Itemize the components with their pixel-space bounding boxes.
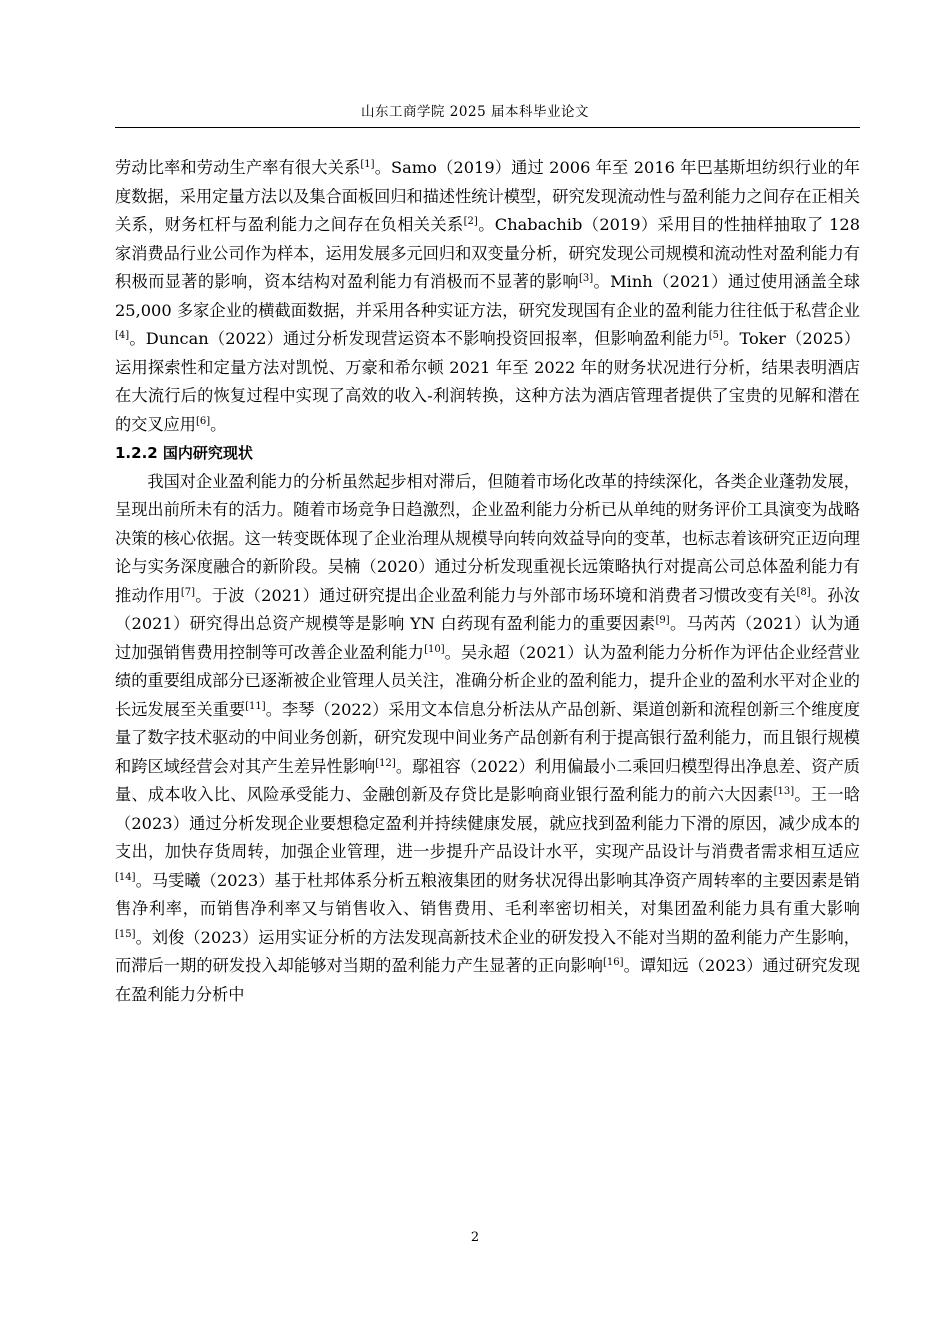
citation-ref: [14] bbox=[115, 871, 136, 883]
text-segment: 我国对企业盈利能力的分析虽然起步相对滞后，但随着市场化改革的持续深化，各类企业蓬勃发展，呈现出前所未有的活力。随着市场竞争日趋激烈，企业盈利能力分析已从单纯的财务评价工具演变为战略决策的核心依据。这一转变既体现了企业治理从规模导向转向效益导向的变革，也标志着该研究正迈向理论与实务深度融合的新阶段。吴楠（2020）通过分析发现重视长远策略执行对提高公司总体盈利能力有推动作用 bbox=[115, 471, 860, 605]
text-segment: 。马雯曦（2023）基于杜邦体系分析五粮液集团的财务状况得出影响其净资产周转率的主要因素是销售净利率，而销售净利率又与销售收入、销售费用、毛利率密切相关，对集团盈利能力具有重大影响 bbox=[115, 870, 860, 918]
citation-ref: [3] bbox=[578, 273, 594, 284]
paragraph-foreign-research bbox=[115, 154, 860, 439]
body-text bbox=[115, 154, 860, 1009]
text-segment: 。王一晗（2023）通过分析发现企业要想稳定盈利并持续健康发展，就应找到盈利能力下滑的原因，减少成本的支出，加快存货周转，加强企业管理，进一步提升产品设计水平，实现产品设计与消费者需求相互适应 bbox=[115, 785, 861, 861]
text-segment: 。Minh（2021）通过使用涵盖全球 25,000 多家企业的横截面数据，并采用各种实证方法，研究发现国有企业的盈利能力往往低于私营企业 bbox=[115, 272, 860, 320]
citation-ref: [16] bbox=[603, 957, 624, 968]
text-segment: 。鄢祖容（2022）利用偏最小二乘回归模型得出净息差、资产质量、成本收入比、风险承受能力、金融创新及存贷比是影响商业银行盈利能力的前六大因素 bbox=[115, 756, 860, 804]
citation-ref: [7] bbox=[180, 586, 196, 598]
text-segment: 。 bbox=[210, 414, 227, 434]
paragraph-domestic-research bbox=[115, 468, 860, 1010]
text-segment: 。Samo（2019）通过 2006 年至 2016 年巴基斯坦纺织行业的年度数据，采用定量方法以及集合面板回归和描述性统计模型，研究发现流动性与盈利能力之间存在正相关关系，财务杠杆与盈利能力之间存在负相关关系 bbox=[115, 158, 860, 234]
text-segment: 劳动比率和劳动生产率有很大关系 bbox=[115, 158, 361, 177]
citation-ref: [10] bbox=[424, 643, 445, 655]
text-segment: 。孙汝（2021）研究得出总资产规模等是影响 YN 白药现有盈利能力的重要因素 bbox=[115, 585, 861, 633]
citation-ref: [5] bbox=[708, 330, 723, 341]
text-segment: 。吴永超（2021）认为盈利能力分析作为评估企业经营业绩的重要组成部分已逐渐被企业管理人员关注，准确分析企业的盈利能力，提升企业的盈利水平对企业的长远发展至关重要 bbox=[115, 642, 860, 719]
text-segment: 。马芮芮（2021）认为通过加强销售费用控制等可改善企业盈利能力 bbox=[115, 614, 860, 662]
text-segment: 。Duncan（2022）通过分析发现营运资本不影响投资回报率，但影响盈利能力 bbox=[129, 329, 709, 348]
citation-ref: [15] bbox=[115, 928, 136, 940]
section-heading: 1.2.2 国内研究现状 bbox=[115, 444, 253, 462]
citation-ref: [13] bbox=[773, 786, 795, 797]
text-segment: 。于波（2021）通过研究提出企业盈利能力与外部市场环境和消费者习惯改变有关 bbox=[195, 585, 797, 605]
citation-ref: [2] bbox=[463, 216, 478, 227]
citation-ref: [11] bbox=[245, 700, 266, 712]
citation-ref: [4] bbox=[115, 330, 130, 341]
citation-ref: [12] bbox=[375, 757, 396, 769]
text-segment: 。谭知远（2023）通过研究发现在盈利能力分析中 bbox=[115, 956, 861, 1004]
text-segment: 。刘俊（2023）运用实证分析的方法发现高新技术企业的研发投入不能对当期的盈利能力产生影响，而滞后一期的研发投入却能够对当期的盈利能力产生显著的正向影响 bbox=[115, 927, 860, 975]
text-segment: 。Chabachib（2019）采用目的性抽样抽取了 128 家消费品行业公司作为样本，运用发展多元回归和双变量分析，研究发现公司规模和流动性对盈利能力有积极而显著的影响，资本结构对盈利能力有消极而不显著的影响 bbox=[115, 215, 861, 291]
header-rule bbox=[115, 127, 860, 128]
text-segment: 。Toker（2025）运用探索性和定量方法对凯悦、万豪和希尔顿 2021 年至 2022 年的财务状况进行分析，结果表明酒店在大流行后的恢复过程中实现了高效的收入-利润转换，这种方法为酒店管理者提供了宝贵的见解和潜在的交叉应用 bbox=[115, 329, 861, 434]
text-segment: 。李琴（2022）采用文本信息分析法从产品创新、渠道创新和流程创新三个维度度量了数字技术驱动的中间业务创新，研究发现中间业务产品创新有利于提高银行盈利能力，而且银行规模和跨区域经营会对其产生差异性影响 bbox=[115, 699, 861, 776]
running-header: 山东工商学院 2025 届本科毕业论文 bbox=[361, 104, 589, 120]
citation-ref: [1] bbox=[360, 159, 375, 170]
citation-ref: [8] bbox=[796, 586, 811, 598]
citation-ref: [6] bbox=[195, 415, 211, 427]
citation-ref: [9] bbox=[655, 615, 670, 626]
page-number: 2 bbox=[470, 1230, 480, 1245]
